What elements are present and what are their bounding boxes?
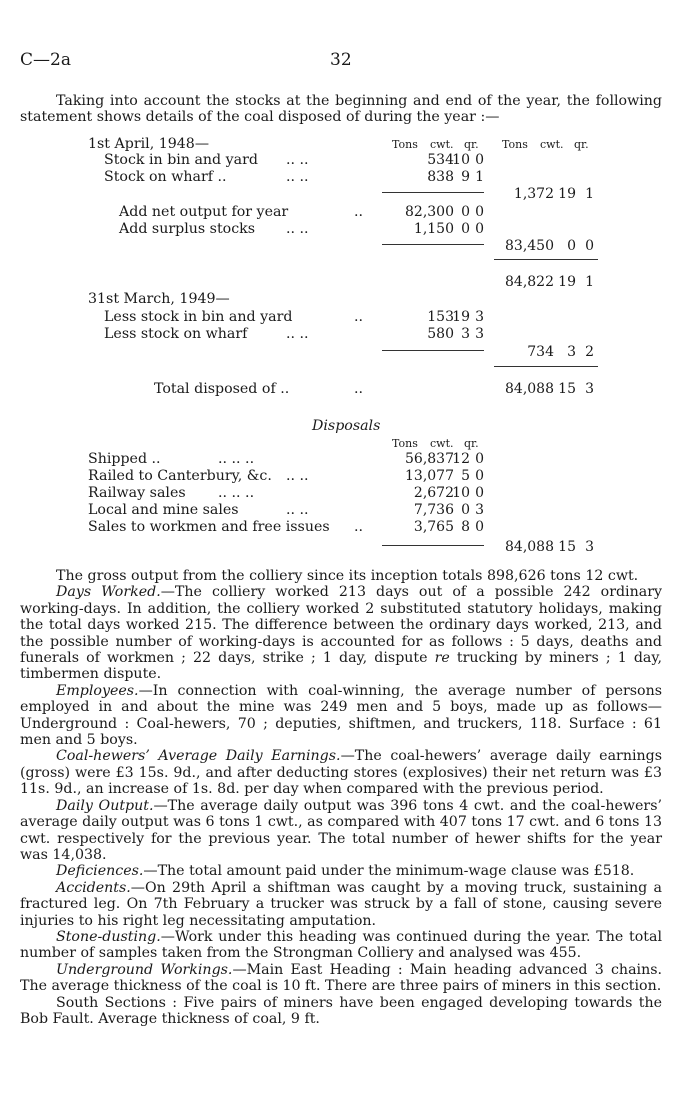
stock-wharf-cwt: 9	[461, 169, 470, 185]
disposal-qr: 0	[475, 468, 484, 484]
subtotal-2-tons: 83,450	[505, 238, 554, 254]
surplus-label: Add surplus stocks	[119, 221, 256, 237]
paragraph	[20, 584, 662, 682]
days-worked-text: —The colliery worked 213 days out of a possible 242 ordinary working-days. In addition, the colliery worked 2 substituted statutory holidays, making the total days worked 215. The difference between the ordinary days worked, 213, and the possible number of working-days is accounted for as follows : 5 days, deaths and funerals of workmen ; 22 days, strike ; 1 day, dispute	[20, 584, 662, 667]
rule	[382, 192, 484, 193]
subtotal-1-cwt: 19	[558, 186, 576, 202]
col-qr-2: qr.	[574, 138, 589, 151]
underground-heading: Underground Workings.	[56, 961, 233, 978]
disposal-label: Sales to workmen and free issues	[88, 519, 330, 535]
paragraph	[20, 880, 662, 929]
disposal-tons: 7,736	[413, 502, 454, 518]
daily-output-heading: Daily Output.	[56, 797, 154, 814]
stone-dusting-text: —Work under this heading was continued during the year. The total number of samples taken from the Strongman Colliery and analysed was 455.	[20, 928, 662, 962]
disposal-qr: 0	[475, 519, 484, 535]
paragraph	[20, 568, 662, 584]
subtotal-3-cwt: 19	[558, 274, 576, 290]
col-cwt-2: cwt.	[540, 138, 564, 151]
subtotal-3-tons: 84,822	[505, 274, 554, 290]
stone-dusting-heading: Stone-dusting.	[56, 928, 161, 945]
disposal-cwt: 8	[461, 519, 470, 535]
col-tons-3: Tons	[392, 437, 418, 450]
leader-dots: .. ..	[286, 468, 309, 484]
disposal-tons: 2,672	[413, 485, 454, 501]
gross-output-text: The gross output from the colliery since its inception totals 898,626 tons 12 cwt.	[56, 568, 639, 584]
col-cwt-3: cwt.	[430, 437, 454, 450]
rule	[382, 350, 484, 351]
stock-bin-label: Stock in bin and yard	[104, 152, 258, 168]
less-bin-cwt: 19	[452, 309, 470, 325]
accidents-heading: Accidents.	[56, 879, 131, 896]
leader-dots: .. .. ..	[218, 485, 255, 501]
leader-dots: .. ..	[286, 221, 309, 237]
disposals-heading: Disposals	[312, 418, 381, 434]
intro-text: Taking into account the stocks at the beginning and end of the year, the following statement shows details of the coal disposed of during the year :—	[20, 93, 662, 126]
earnings-text: —The coal-hewers’ average daily earnings (gross) were £3 15s. 9d., and after deducting stores (explosives) their net return was £3 11s. 9d., an increase of 1s. 8d. per day when compared with the previous period.	[20, 748, 662, 798]
disposal-cwt: 12	[452, 451, 470, 467]
subtotal-4-tons: 734	[527, 344, 554, 360]
body-text	[20, 568, 662, 1027]
date-start: 1st April, 1948—	[88, 136, 210, 152]
stock-bin-cwt: 10	[452, 152, 470, 168]
stock-wharf-label: Stock on wharf ..	[104, 169, 227, 185]
col-qr-1: qr.	[464, 138, 479, 151]
less-wharf-qr: 3	[475, 326, 484, 342]
paragraph	[20, 683, 662, 749]
leader-dots: ..	[354, 309, 364, 325]
subtotal-1-tons: 1,372	[513, 186, 554, 202]
leader-dots: .. ..	[286, 502, 309, 518]
disposal-label: Railway sales	[88, 485, 186, 501]
employees-text: —In connection with coal-winning, the average number of persons employed in and about the mine was 249 men and 5 boys, made up as follows—Underground : Coal-hewers, 70 ; deputies, shiftmen, and truckers, 118. Surface : 61 men and 5 boys.	[20, 682, 662, 749]
earnings-heading: Coal-hewers’ Average Daily Earnings.	[56, 748, 341, 765]
section-code: C—2a	[20, 50, 71, 70]
col-tons-2: Tons	[502, 138, 528, 151]
leader-dots: ..	[354, 381, 364, 397]
disposal-label: Railed to Canterbury, &c.	[88, 468, 272, 484]
stock-bin-tons: 534	[427, 152, 454, 168]
rule	[382, 244, 484, 245]
total-disposed-qr: 3	[585, 381, 594, 397]
surplus-qr: 0	[475, 221, 484, 237]
subtotal-4-cwt: 3	[567, 344, 576, 360]
deficiences-text: —The total amount paid under the minimum-wage clause was £518.	[143, 863, 635, 880]
subtotal-3-qr: 1	[585, 274, 594, 290]
days-worked-heading: Days Worked.	[56, 584, 161, 601]
disposal-qr: 0	[475, 451, 484, 467]
disposal-tons: 3,765	[413, 519, 454, 535]
disposal-label: Local and mine sales	[88, 502, 239, 518]
disposals-total-qr: 3	[585, 539, 594, 555]
days-worked-re: re	[434, 650, 450, 667]
disposal-tons: 56,837	[405, 451, 454, 467]
leader-dots: .. ..	[286, 152, 309, 168]
date-end: 31st March, 1949—	[88, 291, 230, 307]
surplus-cwt: 0	[461, 221, 470, 237]
col-qr-3: qr.	[464, 437, 479, 450]
stock-bin-qr: 0	[475, 152, 484, 168]
rule	[382, 545, 484, 546]
paragraph	[20, 798, 662, 864]
paragraph	[20, 929, 662, 962]
accidents-text: —On 29th April a shiftman was caught by a moving truck, sustaining a fractured leg. On 7th February a trucker was struck by a fall of stone, causing severe injuries to his right leg necessitating amputation.	[20, 879, 662, 929]
disposal-cwt: 10	[452, 485, 470, 501]
total-disposed-label: Total disposed of ..	[154, 381, 290, 397]
net-output-qr: 0	[475, 204, 484, 220]
disposal-qr: 3	[475, 502, 484, 518]
rule	[494, 259, 598, 260]
disposals-total-tons: 84,088	[505, 539, 554, 555]
paragraph	[20, 995, 662, 1028]
net-output-cwt: 0	[461, 204, 470, 220]
net-output-tons: 82,300	[405, 204, 454, 220]
daily-output-text: —The average daily output was 396 tons 4 cwt. and the coal-hewers’ average daily output was 6 tons 1 cwt., as compared with 407 tons 17 cwt. and 6 tons 13 cwt. respectively for the previous year. The total number of hewer shifts for the year was 14,038.	[20, 797, 662, 863]
total-disposed-tons: 84,088	[505, 381, 554, 397]
leader-dots: ..	[354, 519, 364, 535]
paragraph	[20, 748, 662, 797]
less-wharf-cwt: 3	[461, 326, 470, 342]
subtotal-2-cwt: 0	[567, 238, 576, 254]
disposal-cwt: 0	[461, 502, 470, 518]
subtotal-2-qr: 0	[585, 238, 594, 254]
col-cwt-1: cwt.	[430, 138, 454, 151]
disposal-tons: 13,077	[405, 468, 454, 484]
col-tons-1: Tons	[392, 138, 418, 151]
subtotal-1-qr: 1	[585, 186, 594, 202]
net-output-label: Add net output for year	[119, 204, 289, 220]
stock-wharf-tons: 838	[427, 169, 454, 185]
days-worked-text-end: trucking by miners ; 1 day, timbermen dispute.	[20, 650, 663, 683]
less-wharf-label: Less stock on wharf	[104, 326, 248, 342]
less-bin-label: Less stock in bin and yard	[104, 309, 293, 325]
page-number: 32	[330, 50, 352, 70]
less-bin-qr: 3	[475, 309, 484, 325]
total-disposed-cwt: 15	[558, 381, 576, 397]
surplus-tons: 1,150	[413, 221, 454, 237]
disposal-qr: 0	[475, 485, 484, 501]
less-bin-tons: 153	[427, 309, 454, 325]
leader-dots: .. ..	[286, 326, 309, 342]
less-wharf-tons: 580	[427, 326, 454, 342]
subtotal-4-qr: 2	[585, 344, 594, 360]
stock-wharf-qr: 1	[475, 169, 484, 185]
disposal-label: Shipped ..	[88, 451, 161, 467]
intro-paragraph	[20, 93, 662, 126]
paragraph	[20, 962, 662, 995]
paragraph	[20, 863, 662, 879]
leader-dots: .. ..	[286, 169, 309, 185]
leader-dots: ..	[354, 204, 364, 220]
disposals-total-cwt: 15	[558, 539, 576, 555]
underground-text: —Main East Heading : Main heading advanced 3 chains. The average thickness of the coal is 10 ft. There are three pairs of miners in this section.	[20, 961, 662, 995]
leader-dots: .. .. ..	[218, 451, 255, 467]
rule	[494, 366, 598, 367]
south-sections-text: South Sections : Five pairs of miners have been engaged developing towards the Bob Fault. Average thickness of coal, 9 ft.	[20, 994, 662, 1027]
deficiences-heading: Deficiences.	[56, 863, 144, 880]
disposal-cwt: 5	[461, 468, 470, 484]
employees-heading: Employees.	[56, 682, 139, 699]
